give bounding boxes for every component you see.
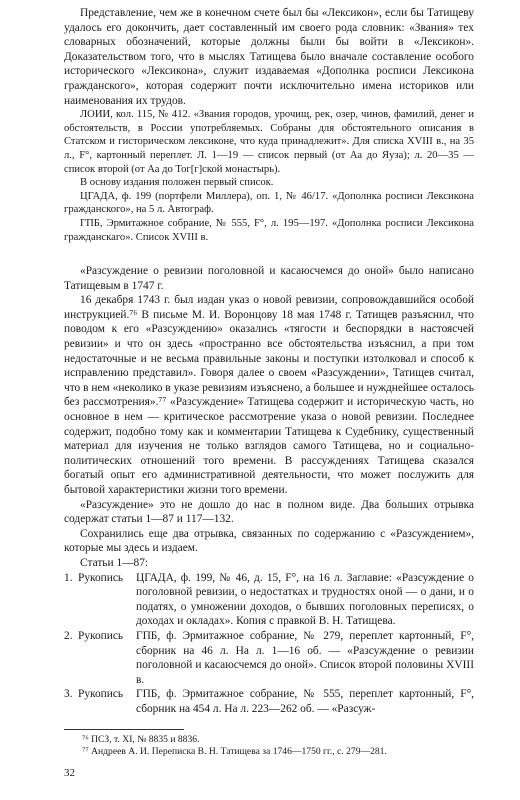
- footnote: ⁷⁷ Андреев А. И. Переписка В. Н. Татищева за 1746—1750 гг., с. 279—281.: [82, 745, 387, 757]
- section-gap: [64, 244, 474, 264]
- paragraph: Представление, чем же в конечном счете был бы «Лексикон», если бы Татищеву удалось его докончить, дает составленный им своего рода словник: «Звания» тех словарных обозначений, которые должны были бы войти в «Лексикон». Доказательством того, что в мыслях Татищева было вначале составление особого исторического «Лексикона», служит издаваемая «Дополнка росписи Лексикона гражданского», которая содержит почти исключительно имена историков или наименования их трудов.: [64, 7, 474, 107]
- page-number: 32: [64, 767, 75, 779]
- list-text: ГПБ, ф. Эрмитажное собрание, № 555, переплет картонный, F°, сборник на 454 л. На л. 223—262 об. — «Разсуж-: [136, 688, 474, 715]
- source-entry: ЦГАДА, ф. 199 (портфели Миллера), оп. 1, № 46/17. «Дополнка росписи Лексикона гражданского», на 5 л. Автограф.: [64, 190, 474, 216]
- list-item: [64, 571, 474, 629]
- list-label: Рукопись: [78, 688, 124, 701]
- list-number: 3.: [64, 688, 73, 701]
- page-body: [64, 6, 474, 758]
- paragraph: 16 декабря 1743 г. был издан указ о новой ревизии, сопровождавшийся особой инструкцией.⁷⁶ В письме М. И. Воронцову 18 мая 1748 г. Татищев разъяснил, что поводом к его «Разсуждению» оказались «тягости и беспорядки в настоясчей ревизии» и что он здесь «пространно все обстоятельства изъяснил, а при том недостаточные и не весьма правильные законы и поступки изтолковал и способ к исправлению представил». Говоря далее о своем «Разсуждении», Татищев считал, что в нем «неколико в указе ревизиям изъяснено, а большее и нужднейшее осталось без рассмотрения».⁷⁷ «Разсуждение» Татищева содержит и историческую часть, но основное в нем — критическое рассмотрение указа о новой ревизии. Последнее содержит, подобно тому как и комментарии Татищева к Судебнику, существенный материал для изучения не только взглядов самого Татищева, но и социально-политических отношений того времени. В рассуждениях Татищева сказался богатый опыт его административной деятельности, что может послужить для бытовой характеристики жизни того времени.: [64, 294, 474, 496]
- list-text: ГПБ, ф. Эрмитажное собрание, № 279, переплет картонный, F°, сборник на 46 л. На л. 1—16 об. — «Разсуждение о ревизии поголовной и касаюсчемся до оной». Список второй половины XVIII в.: [136, 629, 474, 686]
- footnote: ⁷⁶ ПСЗ, т. XI, № 8835 и 8836.: [82, 733, 200, 745]
- list-number: 1.: [64, 571, 73, 584]
- source-note: В основу издания положен первый список.: [80, 177, 274, 189]
- paragraph: «Разсуждение» это не дошло до нас в полном виде. Два больших отрывка содержат статьи 1—87 и 117—132.: [64, 498, 474, 526]
- list-item: [64, 687, 474, 716]
- list-text: ЦГАДА, ф. 199, № 46, д. 15, F°, на 16 л. Заглавие: «Разсуждение о поголовной ревизии, о недостатках и трудностях оной — о дани, и о податях, о умножении доходов, о бывших поголовных переписях, о доходах и окладах». Копия с правкой В. Н. Татищева.: [136, 571, 474, 628]
- source-entry: ГПБ, Эрмитажное собрание, № 555, F°, л. 195—197. «Дополнка росписи Лексикона гражданскаго». Список XVIII в.: [64, 217, 474, 243]
- paragraph: «Разсуждение о ревизии поголовной и касаюсчемся до оной» было написано Татищевым в 1747 г.: [64, 265, 474, 292]
- footnote-divider: [64, 729, 184, 730]
- manuscript-list: [64, 571, 474, 717]
- list-number: 2.: [64, 629, 73, 642]
- list-label: Рукопись: [78, 571, 124, 584]
- paragraph: Сохранились еще два отрывка, связанных по содержанию с «Разсуждением», которые мы здесь и издаем.: [64, 527, 474, 555]
- list-label: Рукопись: [78, 629, 124, 642]
- paragraph: Статьи 1—87:: [80, 556, 149, 569]
- source-entry: ЛОИИ, кол. 115, № 412. «Звания городов, урочищ, рек, озер, чинов, фамилий, денег и обстоятельств, в России употребляемых. Собраны для обстоятельного описания в Статском и гисторическом лексиконе, что куда принадлежит». Для списка XVIII в., на 35 л., F°, картонный переплет. Л. 1—19 — список первый (от Аа до Яуза); л. 20—35 — список второй (от Аа до Тог[г]ской монастырь).: [64, 109, 474, 175]
- list-item: [64, 629, 474, 687]
